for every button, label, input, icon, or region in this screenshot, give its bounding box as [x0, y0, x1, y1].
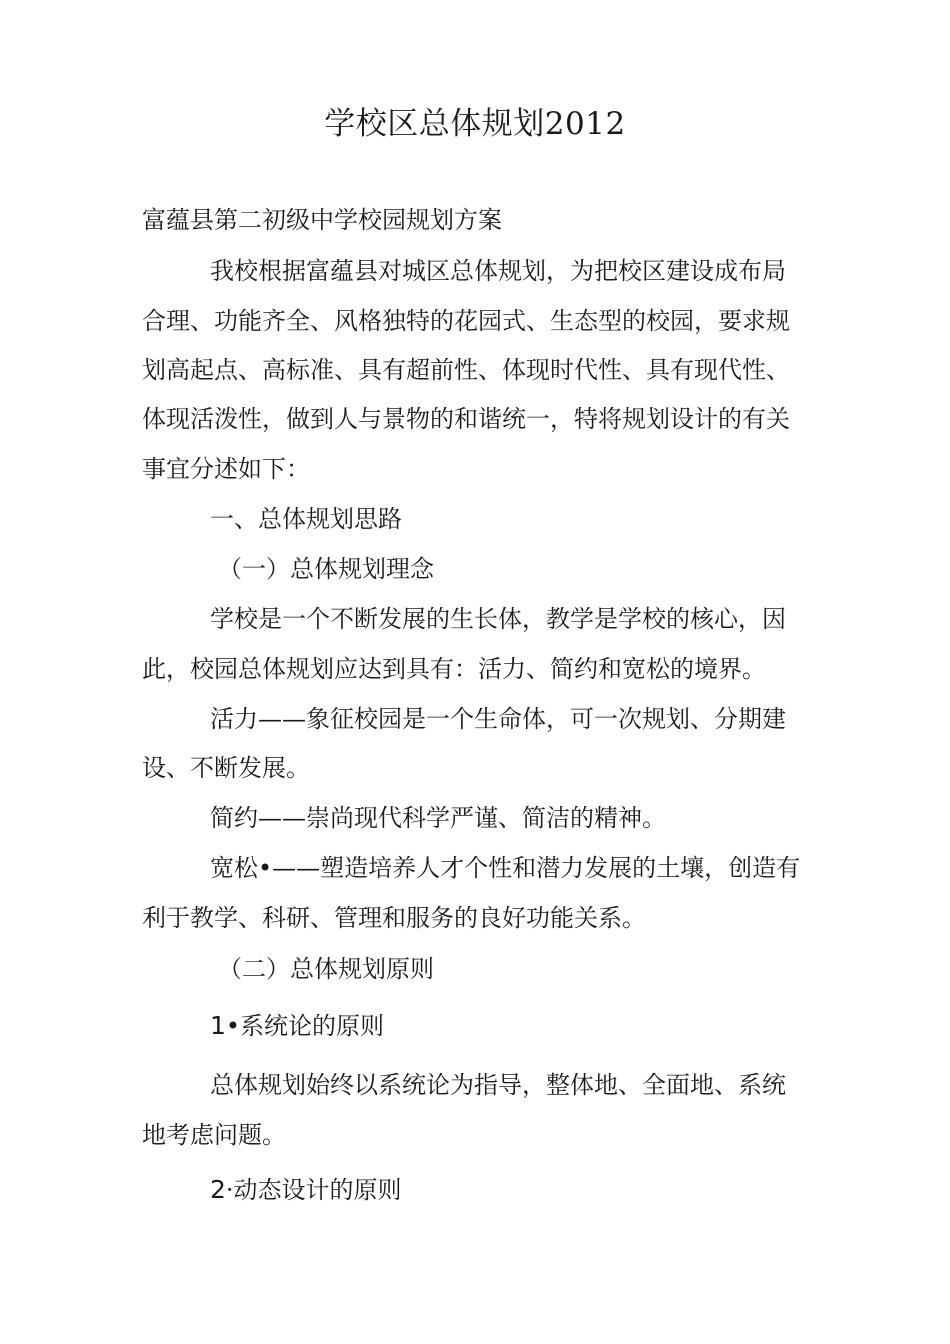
intro-line-2: 合理、功能齐全、风格独特的花园式、生态型的校园，要求规 — [142, 307, 790, 335]
subsection-2-heading: （二）总体规划原则 — [218, 955, 434, 983]
principle-1-number: 1 — [210, 1011, 226, 1040]
intro-line-4: 体现活泼性，做到人与景物的和谐统一，特将规划设计的有关 — [142, 405, 790, 433]
intro-line-1: 我校根据富蕴县对城区总体规划，为把校区建设成布局 — [210, 257, 786, 285]
simplicity-line: 简约——崇尚现代科学严谨、简洁的精神。 — [210, 804, 666, 832]
principle-1-line-2: 地考虑问题。 — [142, 1121, 286, 1149]
principle-2-heading — [210, 1175, 402, 1205]
document-title: 学校区总体规划2012 — [324, 106, 626, 142]
intro-line-3: 划高起点、高标准、具有超前性、体现时代性、具有现代性、 — [142, 356, 790, 384]
loose-line-2: 利于教学、科研、管理和服务的良好功能关系。 — [142, 904, 646, 932]
concept-line-1: 学校是一个不断发展的生长体，教学是学校的核心，因 — [210, 605, 786, 633]
document-subtitle: 富蕴县第二初级中学校园规划方案 — [142, 206, 502, 234]
intro-line-5: 事宜分述如下： — [142, 455, 310, 483]
subsection-1-heading: （一）总体规划理念 — [218, 555, 434, 583]
vitality-line-2: 设、不断发展。 — [142, 754, 310, 782]
concept-line-2: 此，校园总体规划应达到具有：活力、简约和宽松的境界。 — [142, 655, 766, 683]
vitality-line-1: 活力——象征校园是一个生命体，可一次规划、分期建 — [210, 705, 786, 733]
principle-1-line-1: 总体规划始终以系统论为指导，整体地、全面地、系统 — [210, 1071, 786, 1099]
principle-2-number: 2 — [210, 1175, 226, 1204]
loose-line-1: 宽松•——塑造培养人才个性和潜力发展的土壤，创造有 — [210, 854, 801, 882]
principle-1-text: •系统论的原则 — [225, 1012, 385, 1040]
principle-2-text: ·动态设计的原则 — [225, 1176, 402, 1204]
section-1-heading: 一、总体规划思路 — [210, 505, 402, 533]
principle-1-heading — [210, 1011, 384, 1041]
